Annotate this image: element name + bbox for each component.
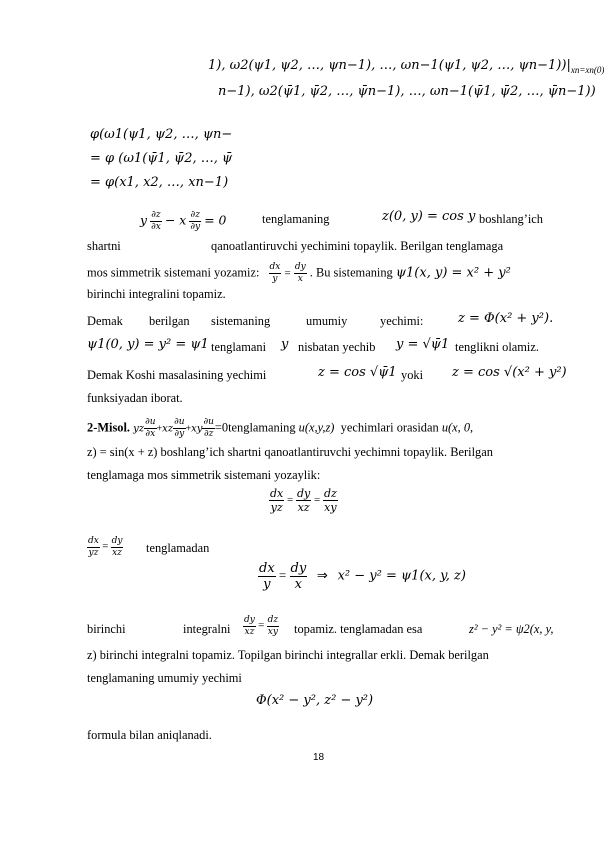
phi-line-2: = φ (ω1(ψ̄1, ψ̄2, …, ψ̄ (90, 151, 233, 166)
ex1-demak: Demak (87, 314, 123, 328)
ex1-sistemaning: sistemaning (211, 314, 271, 328)
ex2-tenglamadan: tenglamadan (146, 541, 210, 555)
ex1-equation: y $\frac{\partial z}{\partial x}$ − x $\frac{\partial z}{\partial y}$ = 0 (140, 210, 227, 232)
top-formula-line-1: 1), ω2(ψ1, ψ2, …, ψn−1), …, ωn−1(ψ1, ψ2, …, $\psi n-1))|_{xn=xn(0)}$ (208, 58, 604, 75)
ex1-cauchy-solution: z = cos √ψ̄1 (318, 365, 397, 380)
ex2-line2: z) = sin(x + z) boshlang’ich shartni qanoatlantiruvchi yechimni topaylik. Berilgan (87, 445, 493, 459)
ex1-line7: Demak Koshi masalasining yechimi (87, 368, 267, 382)
page-number: 18 (313, 752, 325, 763)
ex1-tenglikni: tenglikni olamiz. (455, 340, 539, 354)
ex1-tenglamani: tenglamani (211, 340, 267, 354)
ex2-symmetric-system: $\frac{dx}{yz}$ = $\frac{dy}{xz}$ = $\frac{dz}{xy}$ (270, 487, 337, 514)
ex1-word-tenglamaning: tenglamaning (262, 212, 330, 226)
ex1-y-solution: y = √ψ̄1 (396, 337, 450, 352)
ex1-shartni: shartni (87, 239, 121, 253)
ex1-psi-condition: ψ1(0, y) = y² = ψ1 (87, 337, 209, 352)
ex1-berilgan: berilgan (149, 314, 190, 328)
ex1-initial-condition: z(0, y) = cos y (382, 209, 476, 224)
ex2-first-pair: $\frac{dx}{yz}$ = $\frac{dy}{xz}$ (88, 536, 123, 558)
ex2-heading: 2-Misol. (87, 420, 131, 435)
ex2-first-integral: $\frac{dx}{y}$ = $\frac{dy}{x}$ ⇒ x² − y² = ψ1(x, y, z) (259, 561, 466, 592)
ex1-umumiy: umumiy (306, 314, 348, 328)
phi-line-1: φ(ω1(ψ1, ψ2, …, ψn− (90, 127, 233, 142)
ex2-line-d: formula bilan aniqlanadi. (87, 728, 212, 742)
ex1-line2: qanoatlantiruvchi yechimini topaylik. Berilgan tenglamaga (211, 239, 504, 253)
ex1-yechimi: yechimi: (380, 314, 424, 328)
ex1-word-boshlang: boshlang’ich (479, 212, 544, 226)
top-formula-line-2: n−1), ω2(ψ̄1, ψ̄2, …, ψ̄n−1), …, ωn−1(ψ̄1, ψ̄2, …, ψ̄n−1)) (218, 84, 596, 99)
ex1-line8: funksiyadan iborat. (87, 391, 183, 405)
ex2-line1: 2-Misol. yz $\frac{\partial u}{\partial x}$ +xz $\frac{\partial u}{\partial y}$ +xy $\frac{\partial u}{\partial z}$ =0tenglamaning u(x,y,z) yechimlari orasidan u(x, 0, (87, 417, 474, 439)
ex1-line3: mos simmetrik sistemani yozamiz: $\frac{dx}{y}$ = $\frac{dy}{x}$ . Bu sistemaning ψ1(x, y) = x² + y² (87, 262, 511, 284)
ex1-cauchy-solution-2: z = cos √(x² + y²) (452, 365, 567, 380)
phi-line-3: = φ(x1, x2, …, xn−1) (90, 175, 229, 190)
ex2-second-integral: z² − y² = ψ2(x, y, (469, 622, 554, 636)
ex2-second-pair: $\frac{dy}{xz}$ = $\frac{dz}{xy}$ (244, 615, 279, 637)
ex2-general-solution: Φ(x² − y², z² − y²) (256, 693, 374, 708)
ex2-line-c: tenglamaning umumiy yechimi (87, 671, 242, 685)
ex1-yoki: yoki (401, 368, 424, 382)
ex2-topamiz: topamiz. tenglamadan esa (294, 622, 423, 636)
ex2-integralni: integralni (183, 622, 231, 636)
ex2-line3: tenglamaga mos simmetrik sistemani yozaylik: (87, 468, 321, 482)
ex2-birinchi: birinchi (87, 622, 126, 636)
ex1-line4: birinchi integralini topamiz. (87, 287, 226, 301)
ex1-general-solution: z = Φ(x² + y²). (458, 311, 554, 326)
ex1-nisbatan: nisbatan yechib (298, 340, 376, 354)
ex2-line-b: z) birinchi integralni topamiz. Topilgan birinchi integrallar erkli. Demak berilgan (87, 648, 489, 662)
ex1-var-y: y (281, 337, 289, 352)
